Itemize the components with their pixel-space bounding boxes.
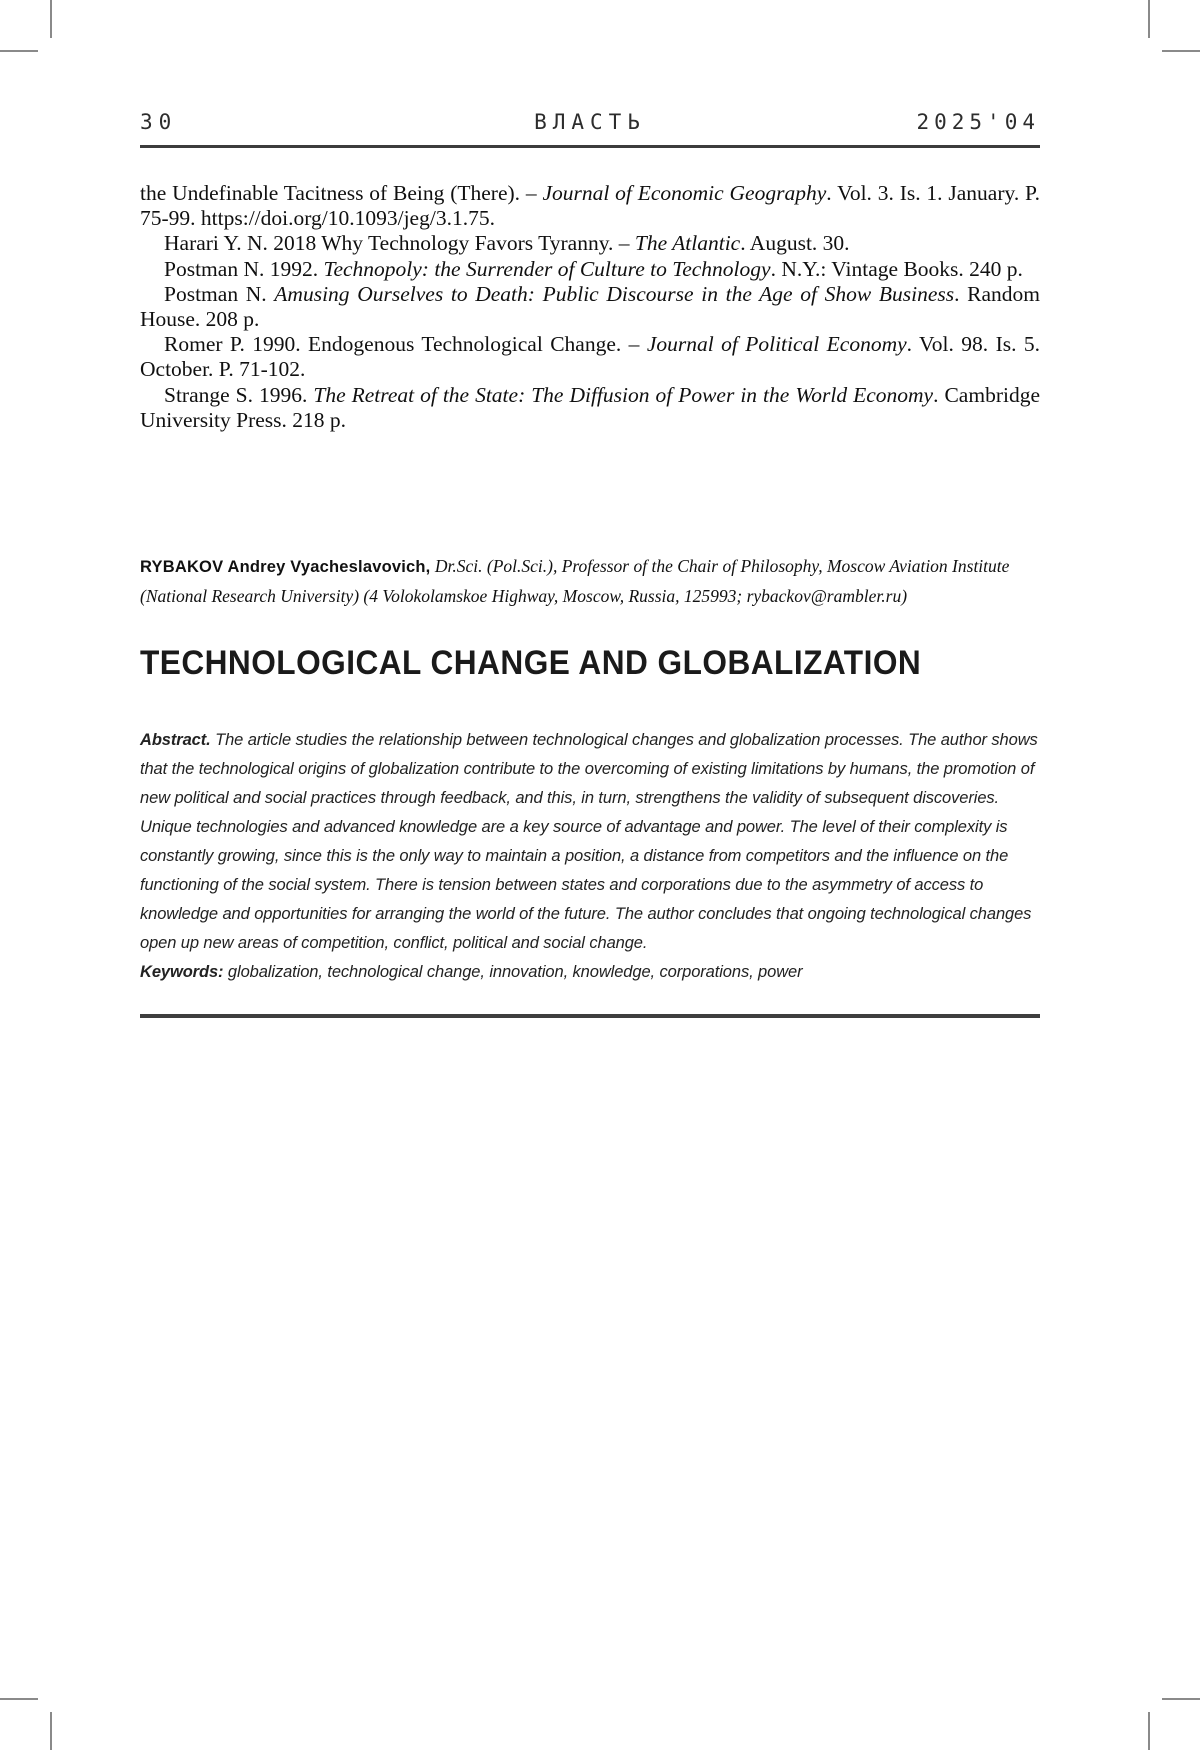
crop-mark-bottom-right-horizontal <box>1162 1698 1200 1700</box>
author-affiliation <box>140 552 1040 611</box>
reference-entry <box>140 282 1040 332</box>
reference-entry <box>140 257 1040 282</box>
issue-number: 2025'04 <box>916 110 1040 134</box>
author-details: Dr.Sci. (Pol.Sci.), Professor of the Chair of Philosophy, Moscow Aviation Institute (National Research University) (4 Volokolamskoe Highway, Moscow, Russia, 125993; rybackov@rambler.ru) <box>140 556 1010 606</box>
author-name: RYBAKOV Andrey Vyacheslavovich, <box>140 558 431 576</box>
reference-text: . Vol. 98. Is. 5. October. P. 71-102. <box>140 332 1040 382</box>
reference-text: . August. 30. <box>740 231 850 256</box>
reference-text: the Undefinable Tacitness of Being (There). – <box>140 181 543 205</box>
reference-text: Harari Y. N. 2018 Why Technology Favors Tyranny. – <box>164 231 635 256</box>
reference-text: Postman N. 1992. <box>164 256 324 281</box>
reference-source-title: Amusing Ourselves to Death: Public Discourse in the Age of Show Business <box>274 281 955 306</box>
page-number: 30 <box>140 110 178 134</box>
section-divider-rule <box>140 1014 1040 1018</box>
reference-source-title: Journal of Political Economy <box>646 332 907 357</box>
crop-mark-top-left-vertical <box>50 0 52 38</box>
abstract-section <box>140 726 1040 987</box>
reference-source-title: The Atlantic <box>634 231 741 256</box>
keywords-text: globalization, technological change, innovation, knowledge, corporations, power <box>223 963 803 981</box>
references-list <box>140 181 1040 433</box>
reference-entry <box>140 332 1040 382</box>
journal-title: ВЛАСТЬ <box>534 110 646 134</box>
reference-text: Romer P. 1990. Endogenous Technological Change. – <box>164 332 647 357</box>
crop-mark-bottom-left-vertical <box>50 1712 52 1750</box>
reference-source-title: The Retreat of the State: The Diffusion of Power in the World Economy <box>313 382 934 407</box>
reference-text: Strange S. 1996. <box>164 382 314 407</box>
article-title: TECHNOLOGICAL CHANGE AND GLOBALIZATION <box>140 644 922 682</box>
reference-entry <box>140 231 1040 256</box>
running-head <box>140 110 1040 148</box>
reference-source-title: Technopoly: the Surrender of Culture to Technology <box>323 256 771 281</box>
reference-text: Postman N. <box>164 281 275 306</box>
reference-text: . N.Y.: Vintage Books. 240 p. <box>770 256 1023 281</box>
keywords-label: Keywords: <box>140 963 224 981</box>
reference-entry <box>140 383 1040 433</box>
reference-text: . Random House. 208 p. <box>140 281 1041 332</box>
crop-mark-bottom-left-horizontal <box>0 1698 38 1700</box>
reference-entry <box>140 181 1040 231</box>
reference-text: . Vol. 3. Is. 1. January. P. 75-99. https://doi.org/10.1093/jeg/3.1.75. <box>140 181 1040 231</box>
abstract-label: Abstract. <box>140 731 211 749</box>
crop-mark-top-left-horizontal <box>0 50 38 52</box>
reference-source-title: Journal of Economic Geography <box>542 181 827 205</box>
crop-mark-top-right-horizontal <box>1162 50 1200 52</box>
abstract-paragraph <box>140 726 1040 958</box>
reference-text: . Cambridge University Press. 218 p. <box>140 382 1040 432</box>
abstract-text: The article studies the relationship between technological changes and globalization processes. The author shows that the technological origins of globalization contribute to the overcoming of existing limitations by humans, the promotion of new political and social practices through feedback, and this, in turn, strengthens the validity of subsequent discoveries. Unique technologies and advanced knowledge are a key source of advantage and power. The level of their complexity is constantly growing, since this is the only way to maintain a position, a distance from competitors and the influence on the functioning of the social system. There is tension between states and corporations due to the asymmetry of access to knowledge and opportunities for arranging the world of the future. The author concludes that ongoing technological changes open up new areas of competition, conflict, political and social change. <box>140 731 1038 952</box>
keywords-paragraph <box>140 958 1040 987</box>
crop-mark-top-right-vertical <box>1148 0 1150 38</box>
crop-mark-bottom-right-vertical <box>1148 1712 1150 1750</box>
